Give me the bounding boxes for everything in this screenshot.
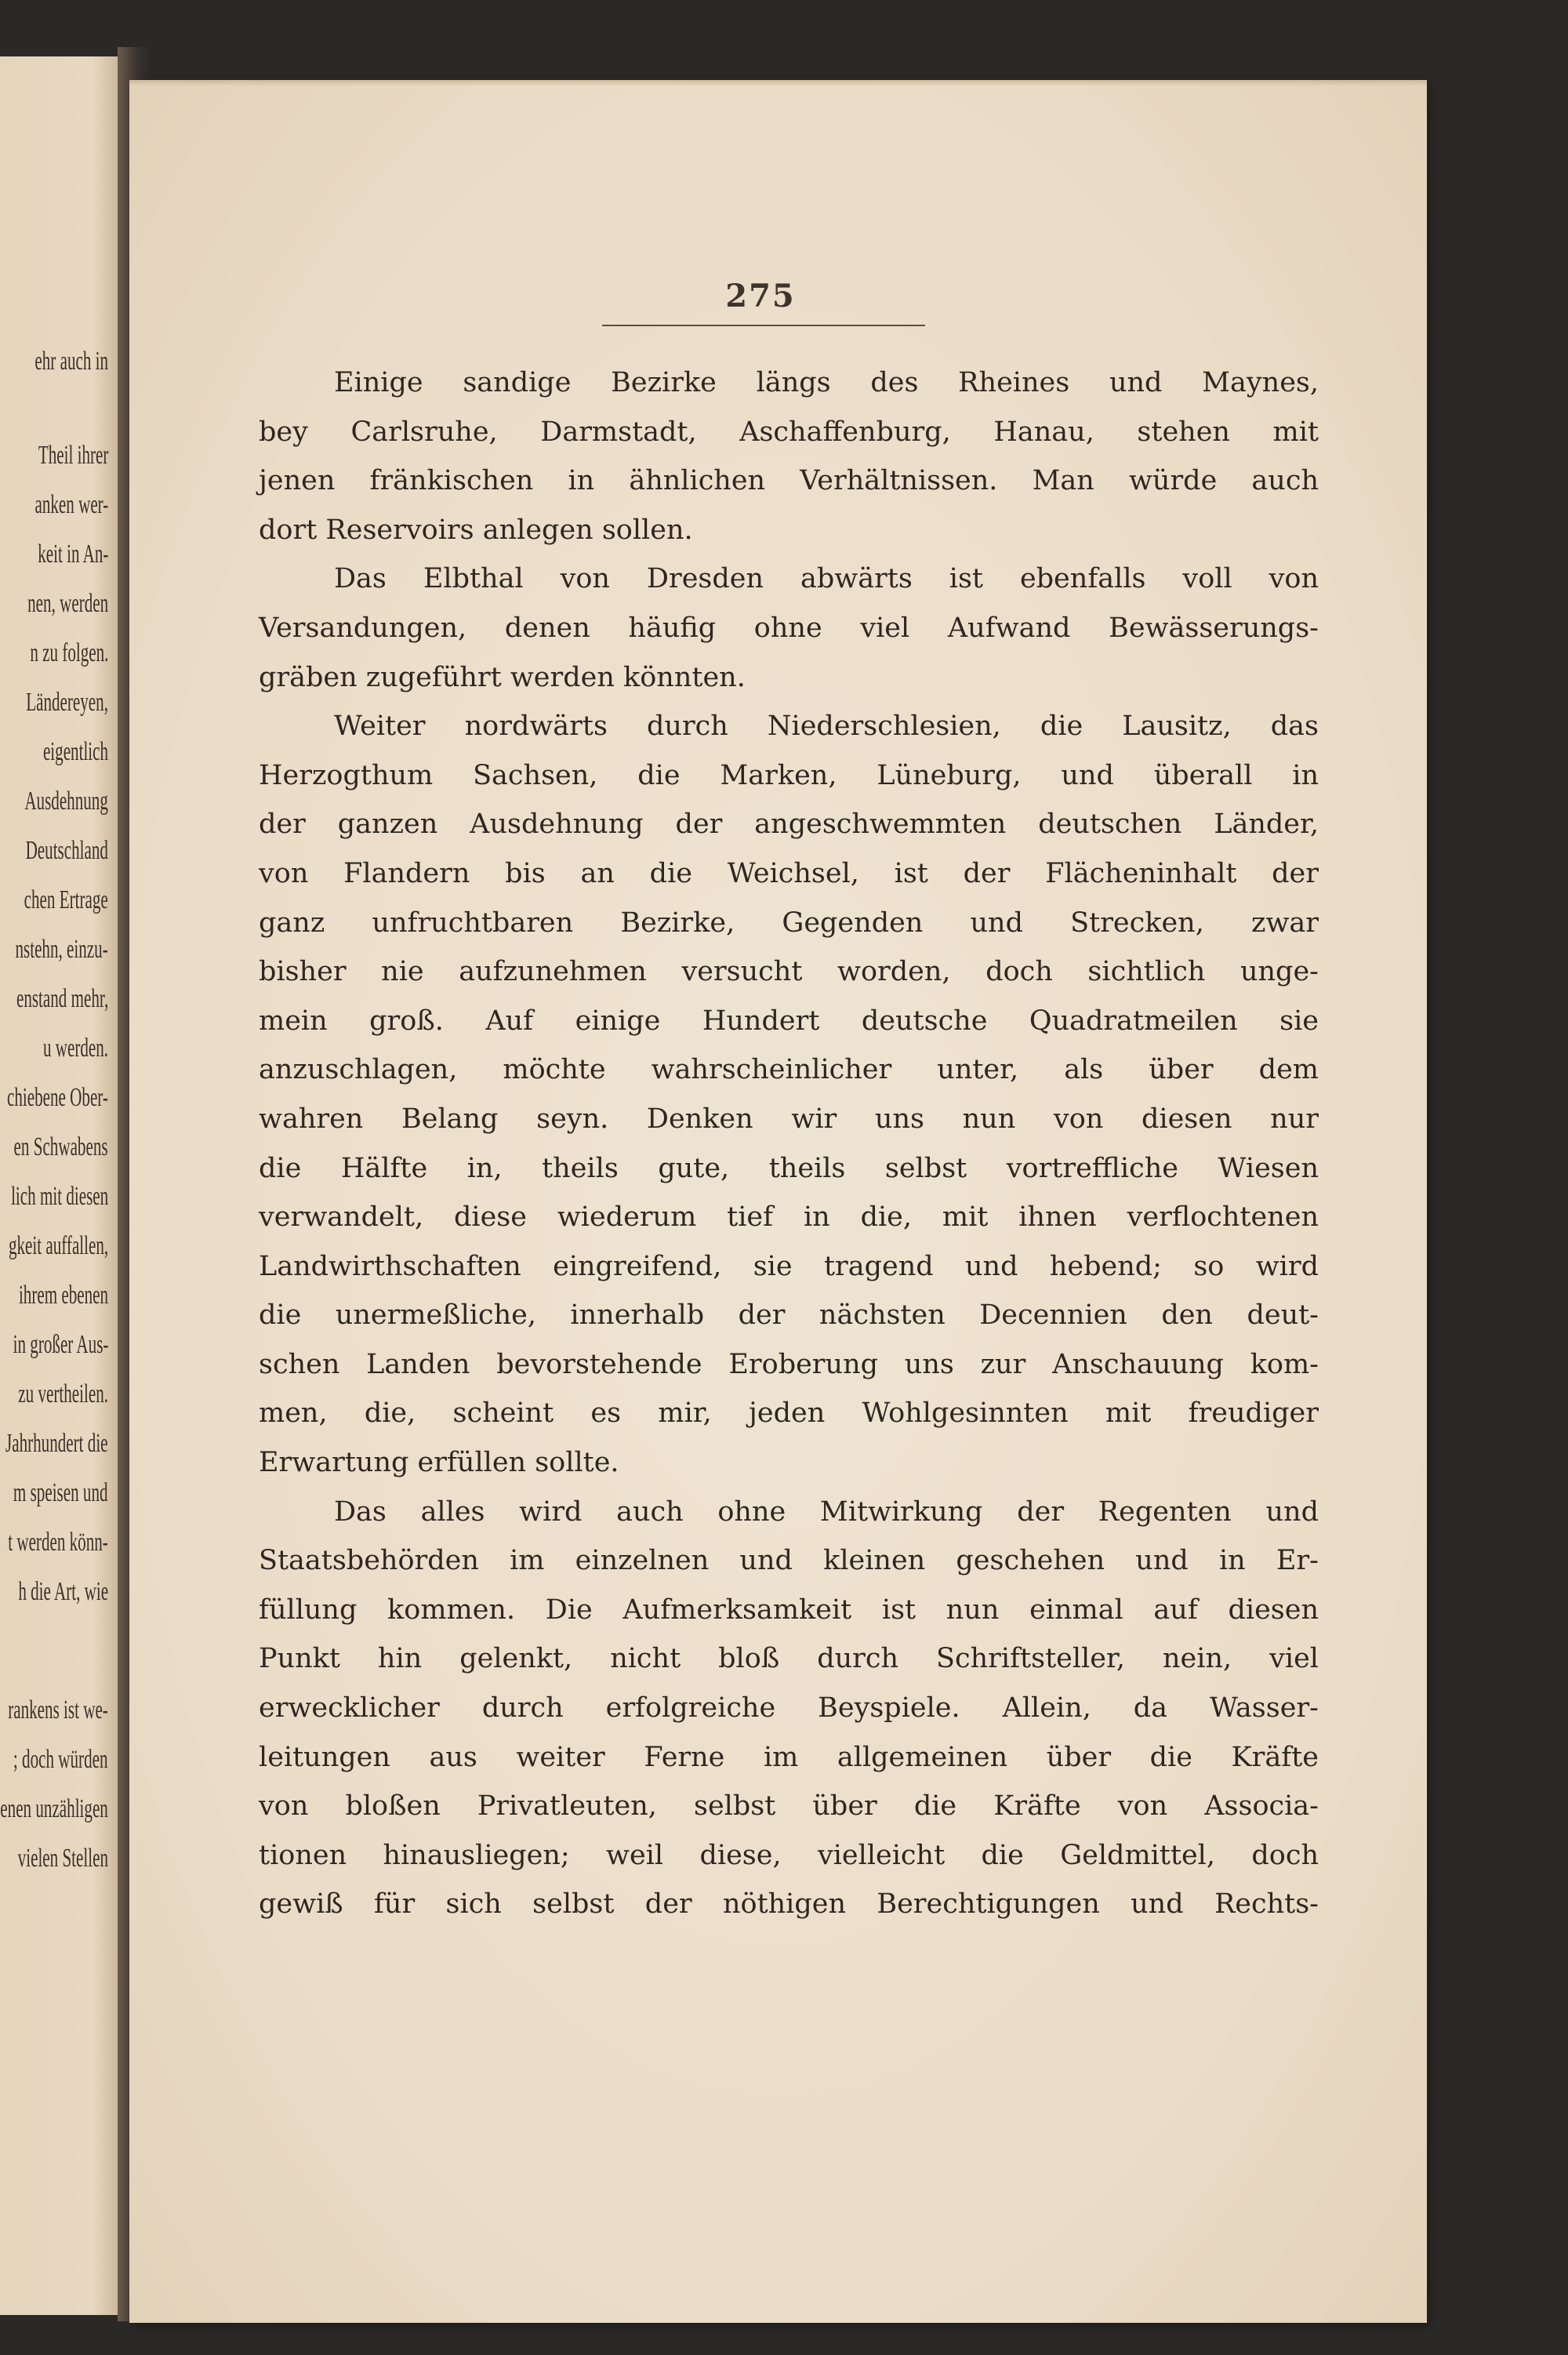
previous-page-line: chiebene Ober- — [7, 1083, 108, 1112]
text-line: füllung kommen. Die Aufmerksamkeit ist nun einmal auf diesen — [259, 1594, 1319, 1626]
text-line: die unermeßliche, innerhalb der nächsten Decennien den deut- — [259, 1299, 1319, 1332]
text-line: bey Carlsruhe, Darmstadt, Aschaffenburg, Hanau, stehen mit — [259, 416, 1319, 448]
text-line: der ganzen Ausdehnung der angeschwemmten deutschen Länder, — [259, 809, 1319, 841]
text-line: von Flandern bis an die Weichsel, ist der Flächeninhalt der — [259, 857, 1319, 889]
text-line: gewiß für sich selbst der nöthigen Berechtigungen und Rechts- — [259, 1888, 1319, 1921]
previous-page-line: m speisen und — [13, 1478, 108, 1507]
previous-page-line: ihrem ebenen — [18, 1281, 108, 1310]
header-rule — [602, 325, 925, 326]
previous-page-line: Ausdehnung — [24, 787, 108, 816]
previous-page — [0, 56, 132, 2315]
text-line: jenen fränkischen in ähnlichen Verhältnissen. Man würde auch — [259, 465, 1319, 497]
previous-page-line: nstehn, einzu- — [15, 935, 108, 964]
previous-page-line: zu vertheilen. — [18, 1379, 108, 1408]
page-number: 275 — [725, 278, 796, 314]
text-line: Landwirthschaften eingreifend, sie tragend und hebend; so wird — [259, 1250, 1319, 1282]
text-line: die Hälfte in, theils gute, theils selbst vortreffliche Wiesen — [259, 1152, 1319, 1184]
page-edge — [129, 80, 1427, 86]
previous-page-line: anken wer- — [34, 490, 108, 519]
previous-page-line: keit in An- — [37, 540, 108, 569]
previous-page-line: enstand mehr, — [16, 984, 108, 1013]
text-line: Punkt hin gelenkt, nicht bloß durch Schriftsteller, nein, viel — [259, 1643, 1319, 1675]
previous-page-line: n zu folgen. — [29, 638, 108, 667]
previous-page-line: rankens ist we- — [8, 1695, 108, 1724]
previous-page-line: Deutschland — [25, 836, 108, 865]
previous-page-line: enen unzähligen — [0, 1794, 108, 1823]
text-line: men, die, scheint es mir, jeden Wohlgesinnten mit freudiger — [259, 1397, 1319, 1430]
text-line: bisher nie aufzunehmen versucht worden, doch sichtlich unge- — [259, 956, 1319, 988]
previous-page-line: nen, werden — [27, 589, 108, 618]
text-line: verwandelt, diese wiederum tief in die, mit ihnen verflochtenen — [259, 1201, 1319, 1234]
text-line: erwecklicher durch erfolgreiche Beyspiele. Allein, da Wasser- — [259, 1692, 1319, 1724]
text-line: gräben zugeführt werden könnten. — [259, 661, 746, 693]
previous-page-line: chen Ertrage — [24, 885, 108, 914]
text-line: Herzogthum Sachsen, die Marken, Lüneburg, und überall in — [259, 759, 1319, 791]
previous-page-line: u werden. — [42, 1034, 108, 1063]
book-page — [129, 80, 1427, 2323]
text-line: anzuschlagen, möchte wahrscheinlicher unter, als über dem — [259, 1054, 1319, 1086]
previous-page-line: ehr auch in — [34, 347, 108, 376]
previous-page-line: eigentlich — [42, 737, 108, 766]
previous-page-line: t werden könn- — [8, 1528, 108, 1557]
previous-page-line: h die Art, wie — [18, 1577, 108, 1606]
previous-page-line: ; doch würden — [13, 1745, 108, 1774]
text-line: ganz unfruchtbaren Bezirke, Gegenden und Strecken, zwar — [259, 907, 1319, 939]
text-line: Das alles wird auch ohne Mitwirkung der Regenten und — [334, 1495, 1319, 1528]
previous-page-line: Ländereyen, — [26, 688, 108, 717]
text-line: Weiter nordwärts durch Niederschlesien, die Lausitz, das — [334, 710, 1319, 743]
previous-page-line: Theil ihrer — [38, 441, 108, 470]
previous-page-line: en Schwabens — [13, 1132, 108, 1161]
text-line: Versandungen, denen häufig ohne viel Aufwand Bewässerungs- — [259, 612, 1319, 644]
text-line: leitungen aus weiter Ferne im allgemeinen über die Kräfte — [259, 1741, 1319, 1773]
text-line: tionen hinausliegen; weil diese, vielleicht die Geldmittel, doch — [259, 1839, 1319, 1871]
text-line: Einige sandige Bezirke längs des Rheines und Maynes, — [334, 367, 1319, 398]
text-line: wahren Belang seyn. Denken wir uns nun von diesen nur — [259, 1103, 1319, 1135]
text-line: Erwartung erfüllen sollte. — [259, 1447, 619, 1479]
text-line: mein groß. Auf einige Hundert deutsche Quadratmeilen sie — [259, 1005, 1319, 1037]
text-line: schen Landen bevorstehende Eroberung uns zur Anschauung kom- — [259, 1348, 1319, 1380]
previous-page-line: in großer Aus- — [13, 1330, 108, 1359]
previous-page-line: gkeit auffallen, — [8, 1231, 108, 1260]
previous-page-line: lich mit diesen — [10, 1182, 108, 1211]
body-text — [259, 358, 1319, 1929]
text-line: Das Elbthal von Dresden abwärts ist ebenfalls voll von — [334, 563, 1319, 595]
text-line: Staatsbehörden im einzelnen und kleinen geschehen und in Er- — [259, 1545, 1319, 1577]
text-line: dort Reservoirs anlegen sollen. — [259, 514, 693, 546]
text-line: von bloßen Privatleuten, selbst über die Kräfte von Associa- — [259, 1790, 1319, 1823]
previous-page-line: Jahrhundert die — [5, 1429, 108, 1458]
previous-page-line: vielen Stellen — [17, 1844, 108, 1873]
